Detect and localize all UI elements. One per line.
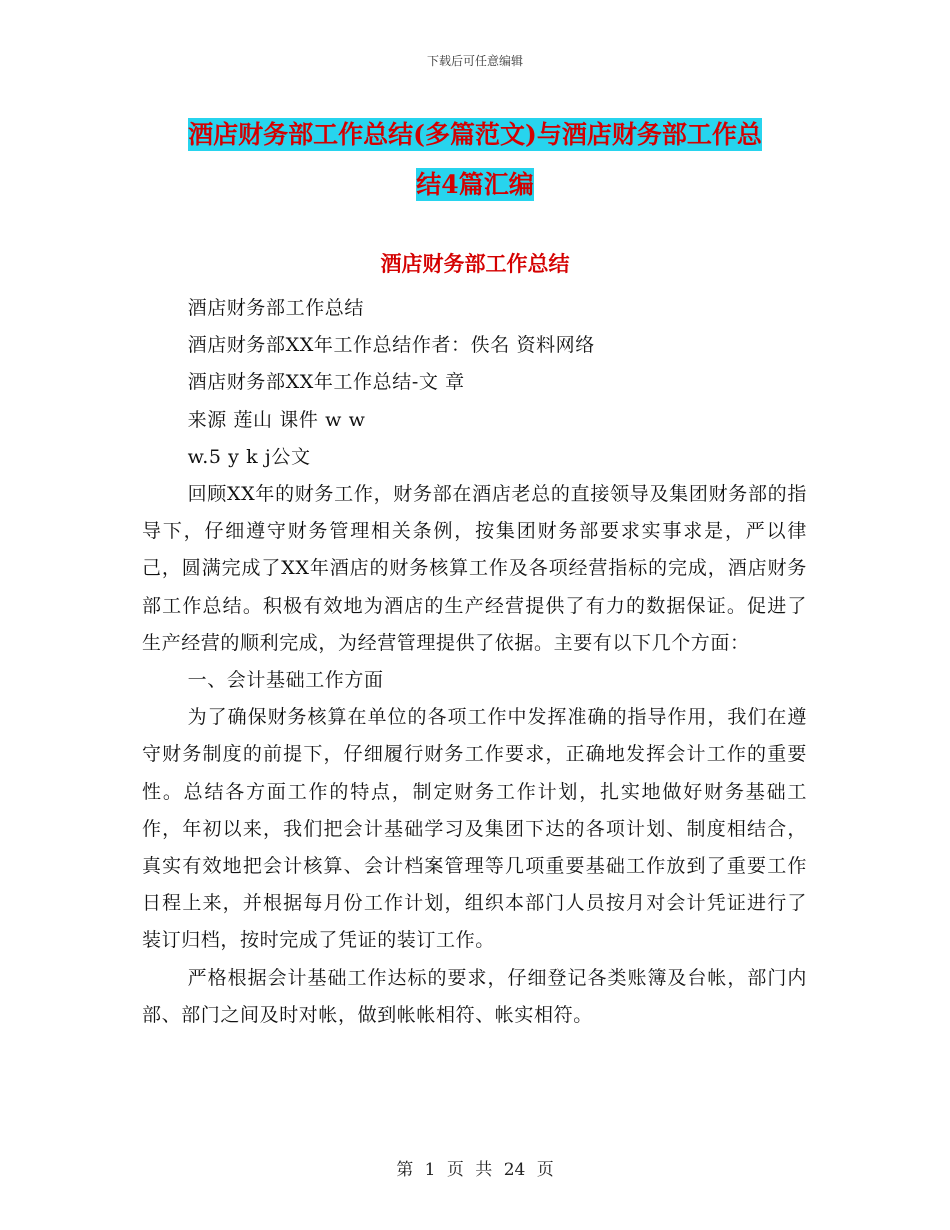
main-title-line1: 酒店财务部工作总结(多篇范文)与酒店财务部工作总 [188, 120, 762, 149]
paragraph: 来源 莲山 课件 w w [187, 408, 366, 431]
paragraph: w.5 y k j公文 [187, 445, 311, 468]
paragraph: 酒店财务部工作总结 [187, 297, 364, 319]
paragraph: 严格根据会计基础工作达标的要求，仔细登记各类账簿及台帐，部门内部、部门之间及时对帐，做到帐帐相符、帐实相符。 [142, 966, 807, 1026]
paragraph: 酒店财务部XX年工作总结-文 章 [187, 371, 465, 394]
paragraph: 一、会计基础工作方面 [187, 669, 384, 692]
body-text [142, 290, 807, 1034]
paragraph: 酒店财务部XX年工作总结作者：佚名 资料网络 [187, 334, 595, 357]
main-title-line2: 结4篇汇编 [416, 170, 534, 199]
header-note: 下载后可任意编辑 [426, 54, 523, 68]
paragraph: 为了确保财务核算在单位的各项工作中发挥准确的指导作用，我们在遵守财务制度的前提下，仔细履行财务工作要求，正确地发挥会计工作的重要性。总结各方面工作的特点，制定财务工作计划，扎实地做好财务基础工作，年初以来，我们把会计基础学习及集团下达的各项计划、制度相结合，真实有效地把会计核算、会计档案管理等几项重要基础工作放到了重要工作日程上来，并根据每月份工作计划，组织本部门人员按月对会计凭证进行了装订归档，按时完成了凭证的装订工作。 [142, 706, 807, 952]
paragraph: 回顾XX年的财务工作，财务部在酒店老总的直接领导及集团财务部的指导下，仔细遵守财务管理相关条例，按集团财务部要求实事求是，严以律己，圆满完成了XX年酒店的财务核算工作及各项经营指标的完成，酒店财务部工作总结。积极有效地为酒店的生产经营提供了有力的数据保证。促进了生产经营的顺利完成，为经营管理提供了依据。主要有以下几个方面： [142, 483, 807, 654]
section-title: 酒店财务部工作总结 [380, 251, 570, 276]
page-footer: 第 1 页 共 24 页 [396, 1160, 554, 1180]
main-title [140, 110, 810, 210]
